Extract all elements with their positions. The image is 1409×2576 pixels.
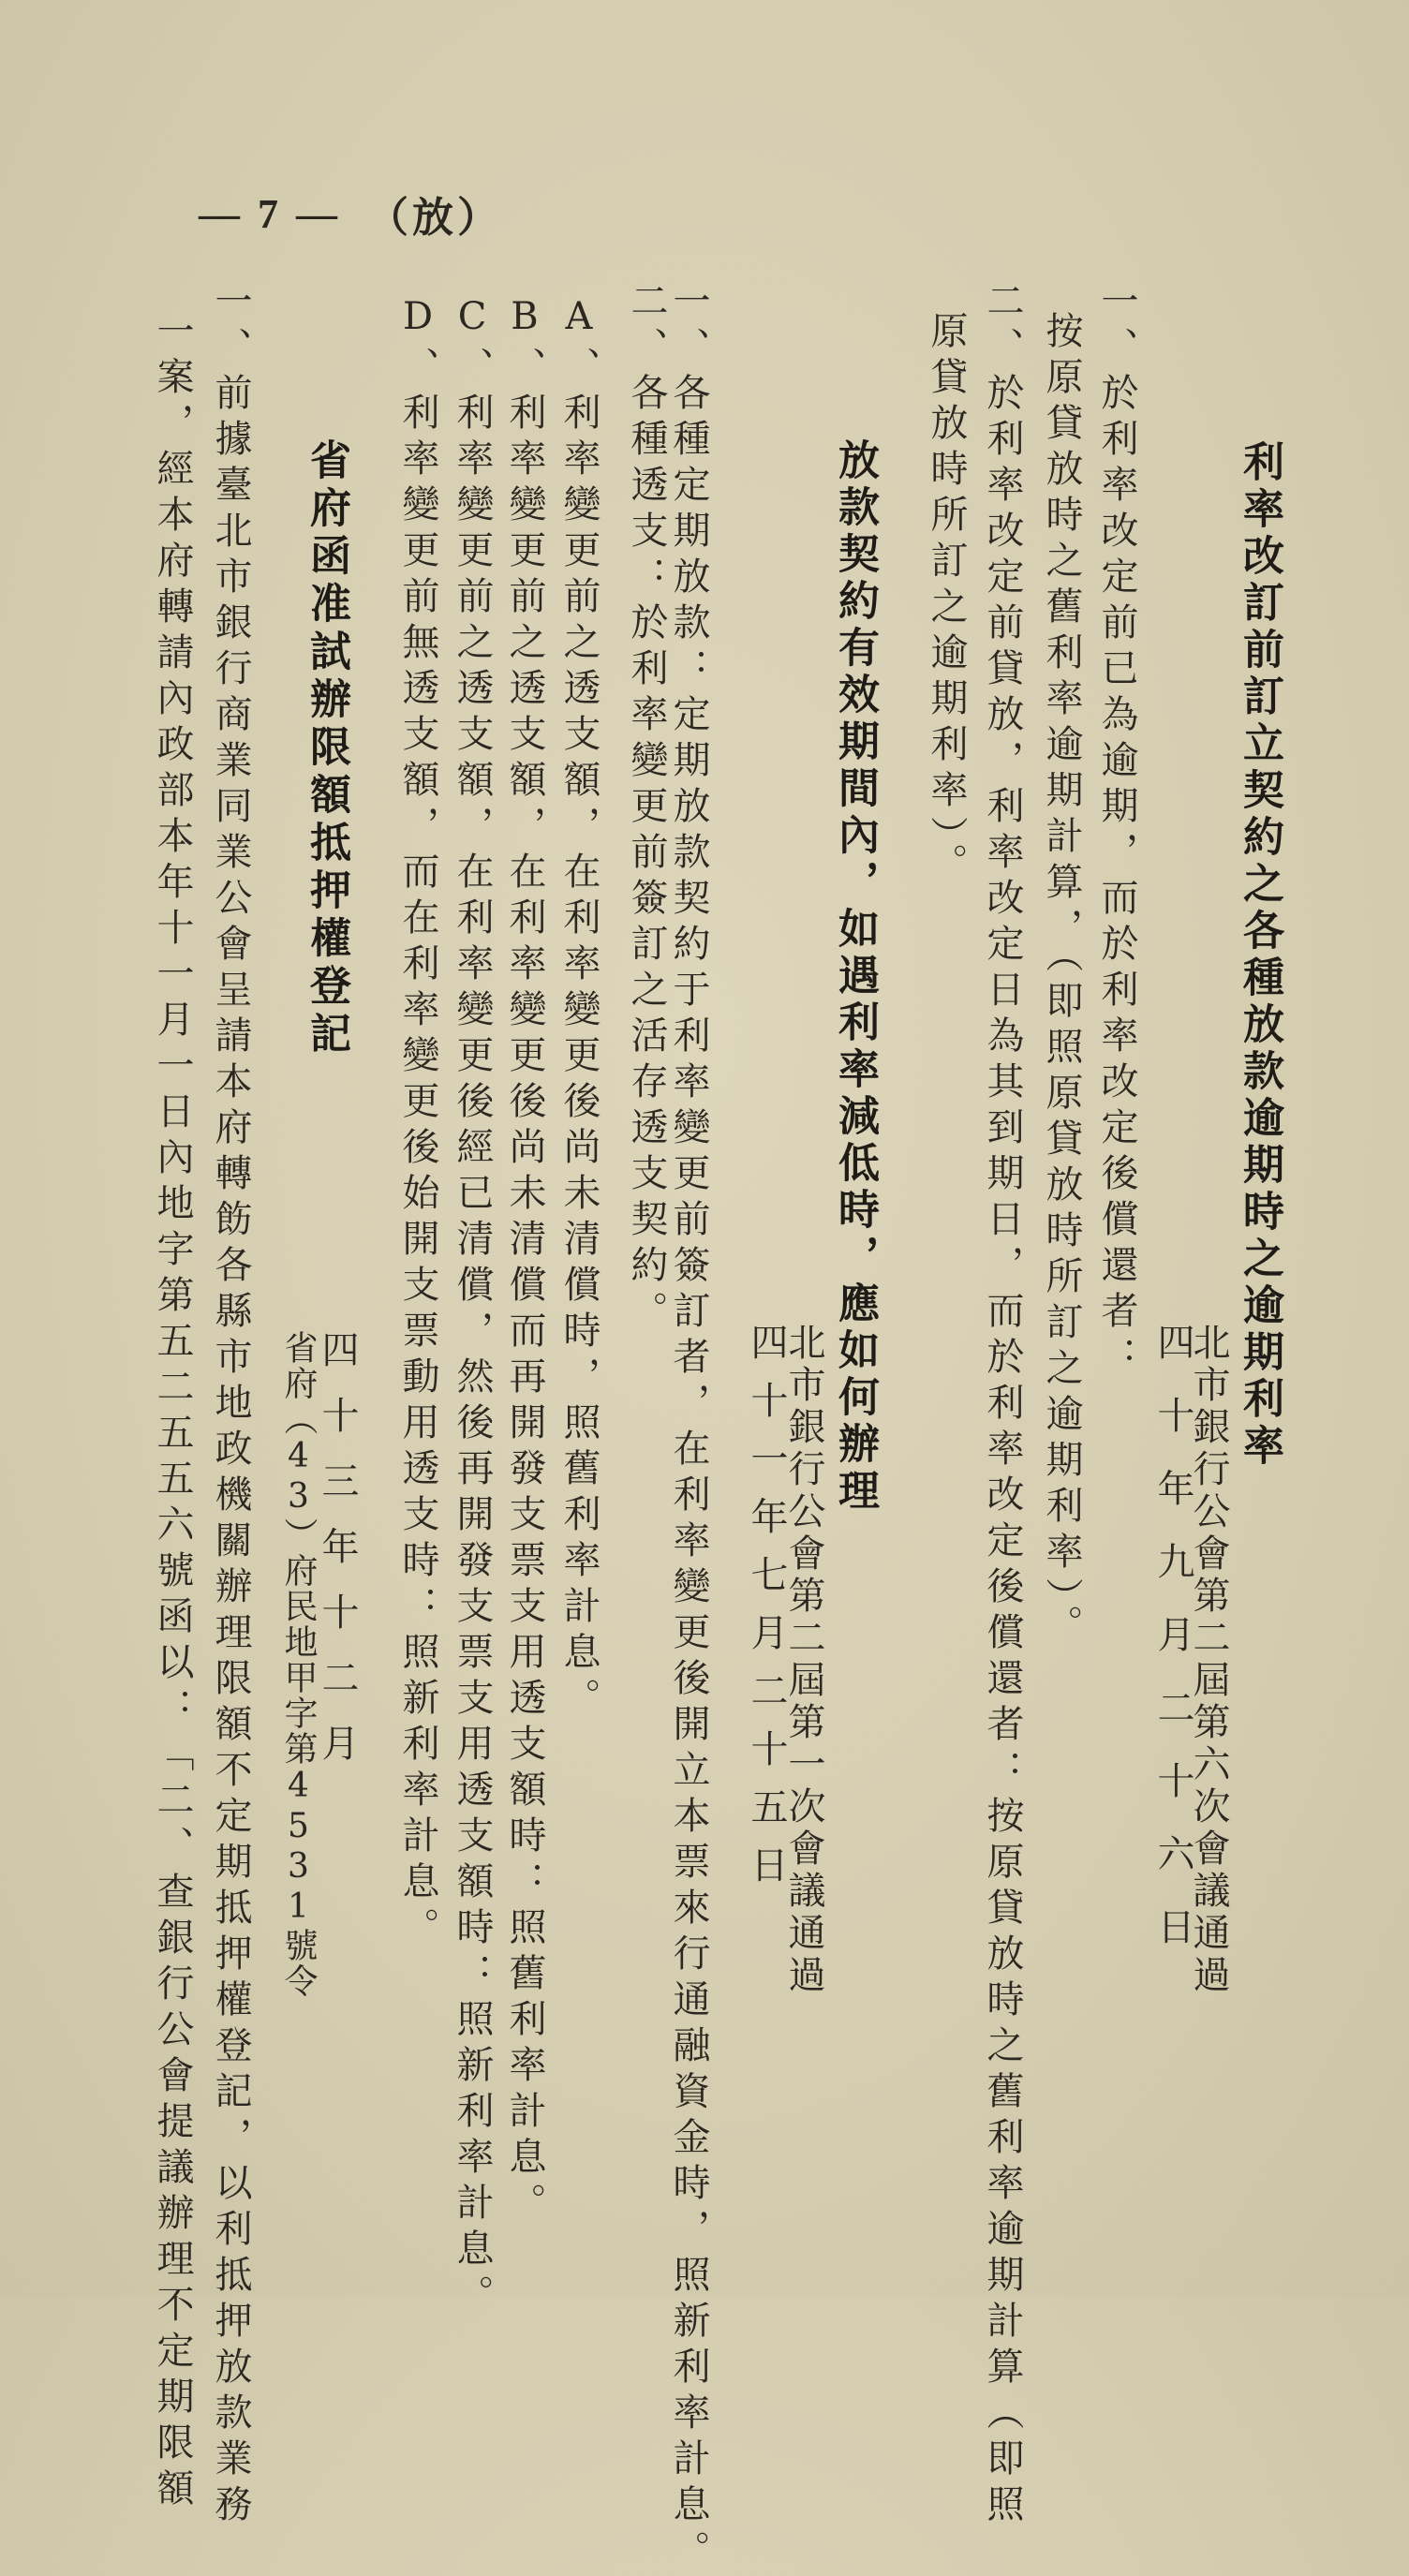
section1-item2-line1: 二、於利率改定前貸放，利率改定日為其到期日，而於利率改定後償還者：按原貸放時之舊利率逾期計算（即照 (981, 281, 1024, 2530)
section3-body-line2: 一案，經本府轉請內政部本年十一月一日內地字第五二五五六號函以：「二、查銀行公會提議辦理不定期限額 (151, 311, 194, 2514)
section3-decree-number: 省府（43）府民地甲字第4531號令 (279, 1330, 318, 1999)
section1-item1-line1: 一、於利率改定前已為逾期，而於利率改定後償還者： (1095, 281, 1138, 1383)
section2-subitem-b: B、利率變更前之透支額，在利率變更後尚未清償而再開發支票支用透支額時：照舊利率計息。 (503, 295, 546, 2228)
page-header (199, 184, 502, 244)
section2-heading: 放款契約有效期間內，如遇利率減低時，應如何辦理 (831, 438, 879, 1516)
section1-heading: 利率改訂前訂立契約之各種放款逾期時之逾期利率 (1236, 440, 1283, 1471)
section3-heading: 省府函准試辦限額抵押權登記 (303, 438, 350, 1059)
section1-source-date: 四十年九月二十六日 (1151, 1323, 1194, 1980)
section1-item2-line2: 原貸放時所訂之逾期利率）。 (925, 311, 968, 889)
section2-source-date: 四十一年七月二十五日 (745, 1323, 788, 1903)
page-number: — 7 — (199, 190, 341, 237)
section2-subitem-d: D、利率變更前無透支額，而在利率變更後始開支票動用透支時：照新利率計息。 (396, 295, 439, 1953)
section2-subitem-a: A、利率變更前之透支額，在利率變更後尚未清償時，照舊利率計息。 (557, 295, 601, 1724)
section2-item2: 二、各種透支：於利率變更前簽訂之活存透支契約。 (625, 281, 668, 1337)
section-tag: （放） (367, 195, 502, 241)
section2-source-body: 北市銀行公會第二屆第一次會議通過 (782, 1323, 825, 1997)
section3-decree-date: 四十三年十二月 (316, 1330, 359, 1789)
section1-item1-line2: 按原貸放時之舊利率逾期計算，（即照原貸放時所訂之逾期利率）。 (1040, 311, 1083, 1651)
section2-subitem-c: C、利率變更前之透支額，在利率變更後經已清償，然後再開發支票支用透支額時：照新利率計息。 (451, 295, 494, 2320)
section1-source-body: 北市銀行公會第二屆第六次會議通過 (1187, 1323, 1230, 1997)
section3-body-line1: 一、前據臺北市銀行商業同業公會呈請本府轉飭各縣市地政機關辦理限額不定期抵押權登記，以利抵押放款業務 (209, 281, 252, 2530)
section2-item1: 一、各種定期放款：定期放款契約于利率變更前簽訂者，在利率變更後開立本票來行通融資金時，照新利率計息。 (667, 281, 710, 2576)
